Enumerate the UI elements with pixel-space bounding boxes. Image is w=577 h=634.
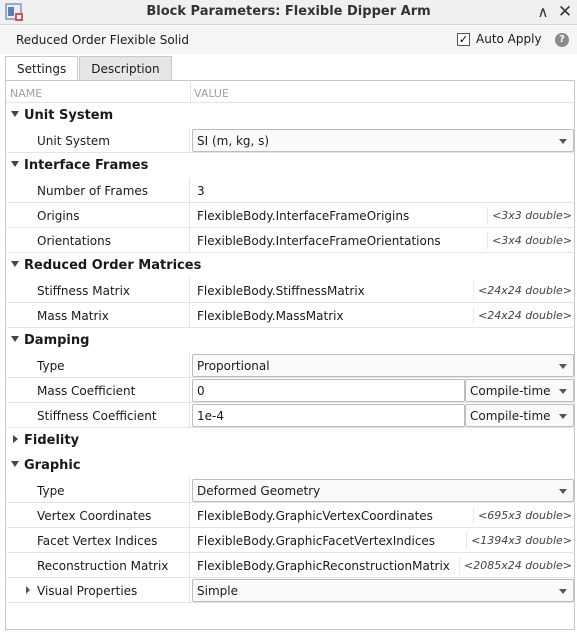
param-row-stiffness-coefficient — [7, 403, 575, 428]
mass-coefficient-input[interactable] — [192, 379, 465, 402]
vertex-coordinates-value[interactable]: FlexibleBody.GraphicVertexCoordinates — [197, 509, 433, 523]
section-fidelity[interactable] — [7, 428, 575, 453]
title-bar — [0, 0, 577, 25]
tab-settings[interactable]: Settings — [5, 56, 78, 81]
visual-properties-dropdown[interactable] — [192, 579, 574, 602]
section-interface-frames[interactable] — [7, 153, 575, 178]
chevron-down-icon — [559, 589, 567, 594]
input-value: 1e-4 — [197, 409, 224, 423]
chevron-down-icon — [559, 389, 567, 394]
stiffness-coefficient-mode-dropdown[interactable] — [465, 404, 574, 427]
tab-description[interactable]: Description — [79, 56, 171, 81]
column-header — [6, 83, 574, 103]
param-row-number-of-frames — [7, 178, 575, 203]
param-label: Type — [37, 484, 65, 498]
damping-type-dropdown[interactable] — [192, 354, 574, 377]
dropdown-value: Compile-time — [470, 409, 551, 423]
section-label: Unit System — [24, 108, 114, 123]
mass-coefficient-mode-dropdown[interactable] — [465, 379, 574, 402]
param-row-stiffness-matrix — [7, 278, 575, 303]
block-header — [0, 26, 577, 54]
auto-apply-label: Auto Apply — [476, 32, 542, 46]
dimension-badge: <1394x3 double> — [466, 532, 572, 549]
collapse-icon[interactable]: ∧ — [537, 3, 549, 21]
dimension-badge: <24x24 double> — [473, 307, 572, 324]
dropdown-value: Deformed Geometry — [197, 484, 321, 498]
name-cell — [7, 203, 190, 227]
section-reduced-order-matrices[interactable] — [7, 253, 575, 278]
mass-matrix-value[interactable]: FlexibleBody.MassMatrix — [197, 309, 344, 323]
param-row-mass-coefficient — [7, 378, 575, 403]
chevron-down-icon — [559, 489, 567, 494]
collapsed-caret-icon[interactable] — [13, 435, 18, 443]
param-label: Unit System — [37, 134, 110, 148]
unit-system-dropdown[interactable] — [192, 129, 574, 152]
param-row-vertex-coordinates — [7, 503, 575, 528]
dropdown-value: SI (m, kg, s) — [197, 134, 270, 148]
number-of-frames-value[interactable]: 3 — [197, 184, 205, 198]
collapsed-caret-icon[interactable] — [26, 586, 30, 594]
param-label: Stiffness Matrix — [37, 284, 131, 298]
close-icon[interactable]: ✕ — [557, 2, 573, 22]
orientations-value[interactable]: FlexibleBody.InterfaceFrameOrientations — [197, 234, 441, 248]
column-divider[interactable] — [190, 83, 191, 103]
auto-apply-toggle[interactable] — [457, 32, 542, 46]
param-label: Mass Coefficient — [37, 384, 136, 398]
graphic-type-dropdown[interactable] — [192, 479, 574, 502]
section-damping[interactable] — [7, 328, 575, 353]
expand-caret-icon[interactable] — [11, 336, 19, 342]
parameters-panel — [5, 80, 575, 630]
section-label: Reduced Order Matrices — [24, 258, 202, 273]
param-label: Facet Vertex Indices — [37, 534, 158, 548]
reconstruction-matrix-value[interactable]: FlexibleBody.GraphicReconstructionMatrix — [197, 559, 450, 573]
window-title: Block Parameters: Flexible Dipper Arm — [146, 4, 431, 19]
param-label: Orientations — [37, 234, 111, 248]
param-row-unit-system — [7, 128, 575, 153]
section-label: Graphic — [24, 458, 81, 473]
section-label: Interface Frames — [24, 158, 149, 173]
facet-vertex-indices-value[interactable]: FlexibleBody.GraphicFacetVertexIndices — [197, 534, 436, 548]
dropdown-value: Simple — [197, 584, 238, 598]
stiffness-matrix-value[interactable]: FlexibleBody.StiffnessMatrix — [197, 284, 365, 298]
section-label: Damping — [24, 333, 90, 348]
param-label: Mass Matrix — [37, 309, 109, 323]
stiffness-coefficient-input[interactable] — [192, 404, 465, 427]
chevron-down-icon — [559, 414, 567, 419]
section-unit-system[interactable] — [7, 103, 575, 128]
dropdown-value: Compile-time — [470, 384, 551, 398]
expand-caret-icon[interactable] — [11, 161, 19, 167]
auto-apply-checkbox[interactable]: ✓ — [458, 32, 469, 46]
dimension-badge: <2085x24 double> — [459, 557, 572, 574]
param-row-facet-vertex-indices — [7, 528, 575, 553]
param-label: Visual Properties — [37, 584, 138, 598]
expand-caret-icon[interactable] — [11, 111, 19, 117]
param-row-mass-matrix — [7, 303, 575, 328]
param-label: Reconstruction Matrix — [37, 559, 169, 573]
dimension-badge: <3x4 double> — [487, 232, 572, 249]
name-cell — [7, 353, 190, 377]
name-cell — [7, 478, 190, 502]
param-row-damping-type — [7, 353, 575, 378]
chevron-down-icon — [559, 364, 567, 369]
param-label: Origins — [37, 209, 80, 223]
chevron-down-icon — [559, 139, 567, 144]
dropdown-value: Proportional — [197, 359, 270, 373]
input-value: 0 — [197, 384, 205, 398]
param-label: Number of Frames — [37, 184, 149, 198]
param-row-origins — [7, 203, 575, 228]
dimension-badge: <3x3 double> — [487, 207, 572, 224]
section-graphic[interactable] — [7, 453, 575, 478]
expand-caret-icon[interactable] — [11, 261, 19, 267]
dimension-badge: <695x3 double> — [473, 507, 572, 524]
param-label: Vertex Coordinates — [37, 509, 152, 523]
tab-bar — [5, 56, 173, 81]
name-column-header: NAME — [10, 87, 43, 100]
param-row-reconstruction-matrix — [7, 553, 575, 578]
value-column-header: VALUE — [194, 87, 229, 100]
help-icon[interactable]: ? — [555, 33, 569, 47]
param-row-graphic-type — [7, 478, 575, 503]
origins-value[interactable]: FlexibleBody.InterfaceFrameOrigins — [197, 209, 410, 223]
param-row-orientations — [7, 228, 575, 253]
block-type-label: Reduced Order Flexible Solid — [16, 33, 189, 47]
expand-caret-icon[interactable] — [11, 461, 19, 467]
param-row-visual-properties — [7, 578, 575, 603]
section-label: Fidelity — [24, 433, 80, 448]
param-label: Stiffness Coefficient — [37, 409, 157, 423]
param-label: Type — [37, 359, 65, 373]
dimension-badge: <24x24 double> — [473, 282, 572, 299]
